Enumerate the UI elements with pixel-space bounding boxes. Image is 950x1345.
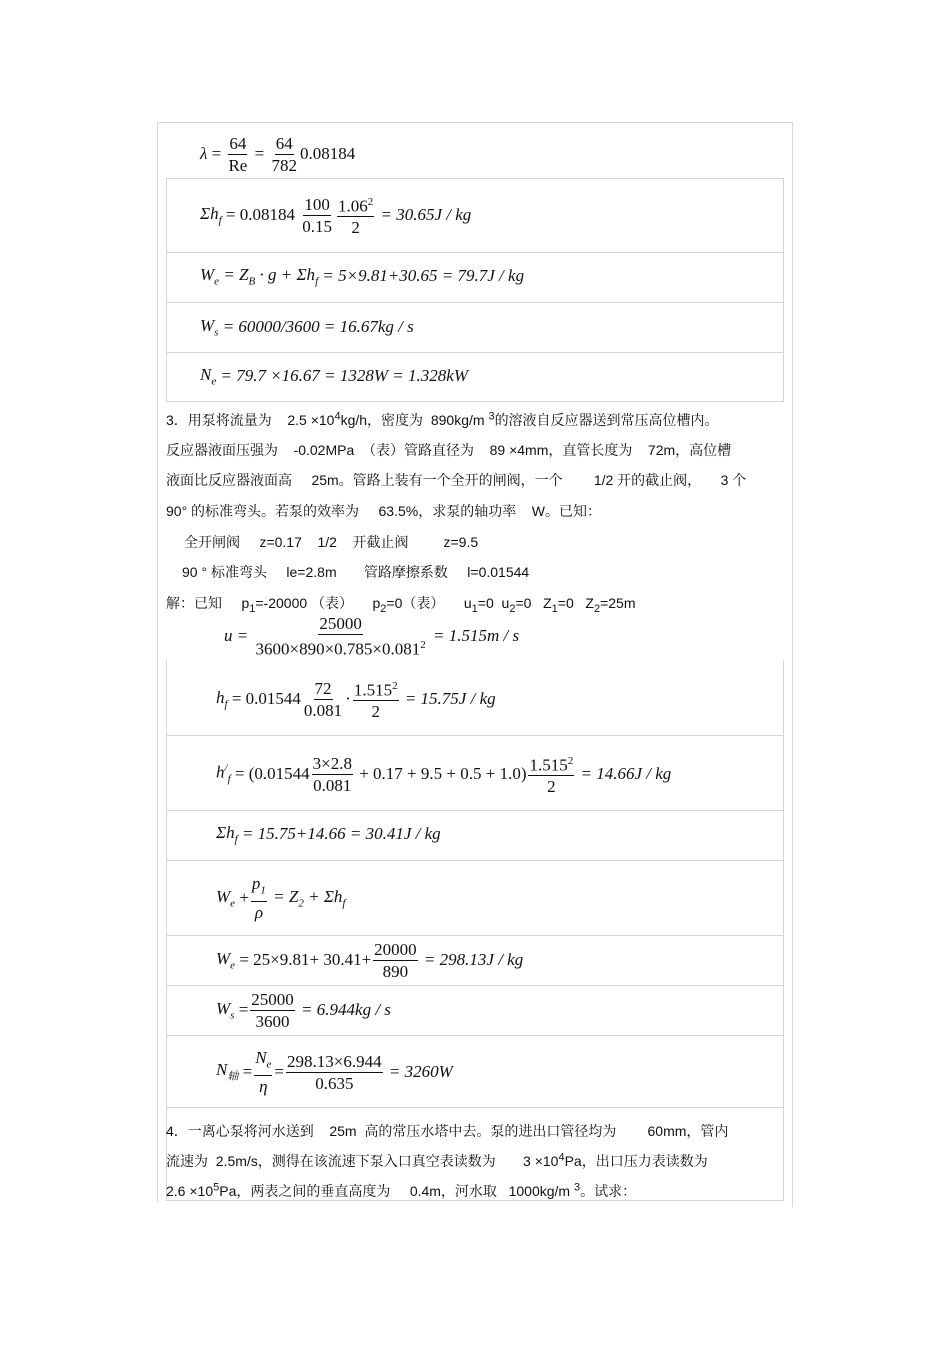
- equation-shaft-power: $N_轴$ = $\frac{N_e}{\eta}$ = $\frac{298.13\times 6.944}{0.635}$ = 3260W: [216, 1047, 453, 1097]
- document-page: λ = $\frac{64}{Re}$ = $\frac{64}{782}$ 0.08184 $\Sigma h_f$ = 0.08184 $\frac{100}{0.15}$ $\frac{1.06^2}{2}$ = 30.65J / kg $W_e$ = $Z_B$ · $g + \Sigma h_f$ = 5×9.81+30.65 = 79.7J / kg $W_s$ = 60000/3600 = 16.67kg / s $N_e$ = 79.7 ×16.67 = 1328W = 1.328kW 3．用泵将流量为 $2.5 \times 10^4kg/h$，密度为 890kg/m $^3$的溶液自反应器送到常压高位槽内。 反应器液面压强为 -0.02MPa （表）管路直径为 89 ×4mm，直管长度为 72m，高位槽 液面比反应器液面高 25m。管路上装有一个全开的闸阀，一个 1/2 开的截止阀， 3 个 90° 的标准弯头。若泵的效率为 63.5%，求泵的轴功率 W。已知： 全开闸阀 z=0.17 1/2 开截止阀 z=9.5 90 ° 标准弯头 le=2.8m 管路摩擦系数 l=0.01544 解：已知 $p_1=-20000$ （表） $p_2=0$（表） $u_1=0$ $u_2=0$ $Z_1=0$ $Z_2=25m$ u = $\frac{25000}{3600\times 890\times 0.785\times 0.081^2}$ = 1.515m / s $h_f$ = 0.01544 $\frac{72}{0.081}$ · $\frac{1.515^2}{2}$ = 15.75J / kg $h^/_f$ = (0.01544 $\frac{3\times 2.8}{0.081}$ + 0.17 + 9.5 + 0.5 + 1.0) $\frac{1.515^2}{2}$ = 14.66J / kg $\Sigma h_f$ = 15.75+14.66 = 30.41J / kg $W_e$ + $\frac{p_1}{\rho}$ = $Z_2$ + $\Sigma h_f$ $W_e$ = 25×9.81+ 30.41+ $\frac{20000}{890}$ = 298.13J / kg $W_s$ = $\frac{25000}{3600}$ = 6.944kg / s $N_轴$ = $\frac{N_e}{\eta}$ = $\frac{298.13\times 6.944}{0.635}$ = 3260W 4．一离心泵将河水送到 25m 高的常压水塔中去。泵的进出口管径均为 60mm，管内 流速为 2.5m/s，测得在该流速下泵入口真空表读数为 $3 \times 10^4Pa$，出口压力表读数为 $2.6 \times 10^5Pa$，两表之间的垂直高度为 0.4m，河水取 1000kg/m $^3$。试求：: [0, 0, 950, 1345]
- equation-sum-hf-total: $\Sigma h_f$ = 15.75+14.66 = 30.41J / kg: [216, 822, 441, 846]
- equation-ws-value: $W_s$ = $\frac{25000}{3600}$ = 6.944kg / s: [216, 989, 391, 1031]
- equation-we: $W_e$ = $Z_B$ · $g + \Sigma h_f$ = 5×9.81+30.65 = 79.7J / kg: [200, 264, 525, 288]
- equation-hf-local: $h^/_f$ = (0.01544 $\frac{3\times 2.8}{0.081}$ + 0.17 + 9.5 + 0.5 + 1.0) $\frac{1.515^2}{2}$ = 14.66J / kg: [216, 753, 672, 797]
- equation-ws: $W_s$ = 60000/3600 = 16.67kg / s: [200, 315, 414, 339]
- equation-ne: $N_e$ = 79.7 ×16.67 = 1328W = 1.328kW: [200, 364, 468, 388]
- equation-velocity: u = $\frac{25000}{3600\times 890\times 0.785\times 0.081^2}$ = 1.515m / s: [224, 613, 520, 659]
- equation-bernoulli: $W_e$ + $\frac{p_1}{\rho}$ = $Z_2$ + $\Sigma h_f$: [216, 873, 346, 923]
- equation-lambda: λ = $\frac{64}{Re}$ = $\frac{64}{782}$ 0.08184: [200, 133, 356, 175]
- table-border-right: [792, 122, 793, 1207]
- table-border-left: [157, 122, 158, 1202]
- equation-we-value: $W_e$ = 25×9.81+ 30.41+ $\frac{20000}{890}$ = 298.13J / kg: [216, 939, 524, 981]
- equation-hf-straight: $h_f$ = 0.01544 $\frac{72}{0.081}$ · $\frac{1.515^2}{2}$ = 15.75J / kg: [216, 678, 496, 722]
- equation-sum-hf: $\Sigma h_f$ = 0.08184 $\frac{100}{0.15}$ $\frac{1.06^2}{2}$ = 30.65J / kg: [200, 194, 472, 238]
- table-border-top: [157, 122, 793, 123]
